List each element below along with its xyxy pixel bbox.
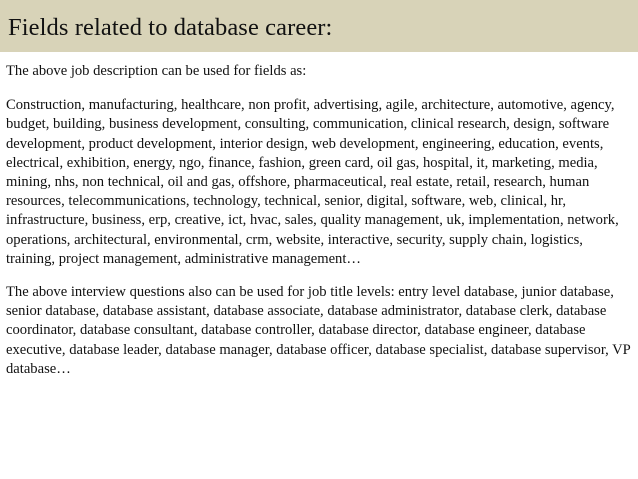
slide-content (6, 62, 634, 379)
intro-text: The above job description can be used for fields as: (6, 63, 307, 79)
fields-paragraph: Construction, manufacturing, healthcare, non profit, advertising, agile, architecture, automotive, agency, budget, building, business development, consulting, communication, clinical research, design, software development, product development, interior design, web development, engineering, education, events, electrical, exhibition, energy, ngo, finance, fashion, green card, oil gas, hospital, it, marketing, media, mining, nhs, non technical, oil and gas, offshore, pharmaceutical, real estate, retail, research, human resources, telecommunications, technology, technical, senior, digital, software, web, clinical, hr, infrastructure, business, erp, creative, ict, hvac, sales, quality management, uk, implementation, network, operations, architectural, environmental, crm, website, interactive, security, supply chain, logistics, training, project management, administrative management… (6, 97, 619, 267)
job-titles-paragraph: The above interview questions also can be used for job title levels: entry level database, junior database, senior database, database assistant, database associate, database administrator, database clerk, database coordinator, database consultant, database controller, database director, database engineer, database executive, database leader, database manager, database officer, database specialist, database supervisor, VP database… (6, 284, 631, 377)
title-bar (0, 0, 638, 52)
slide-title: Fields related to database career: (8, 14, 333, 41)
